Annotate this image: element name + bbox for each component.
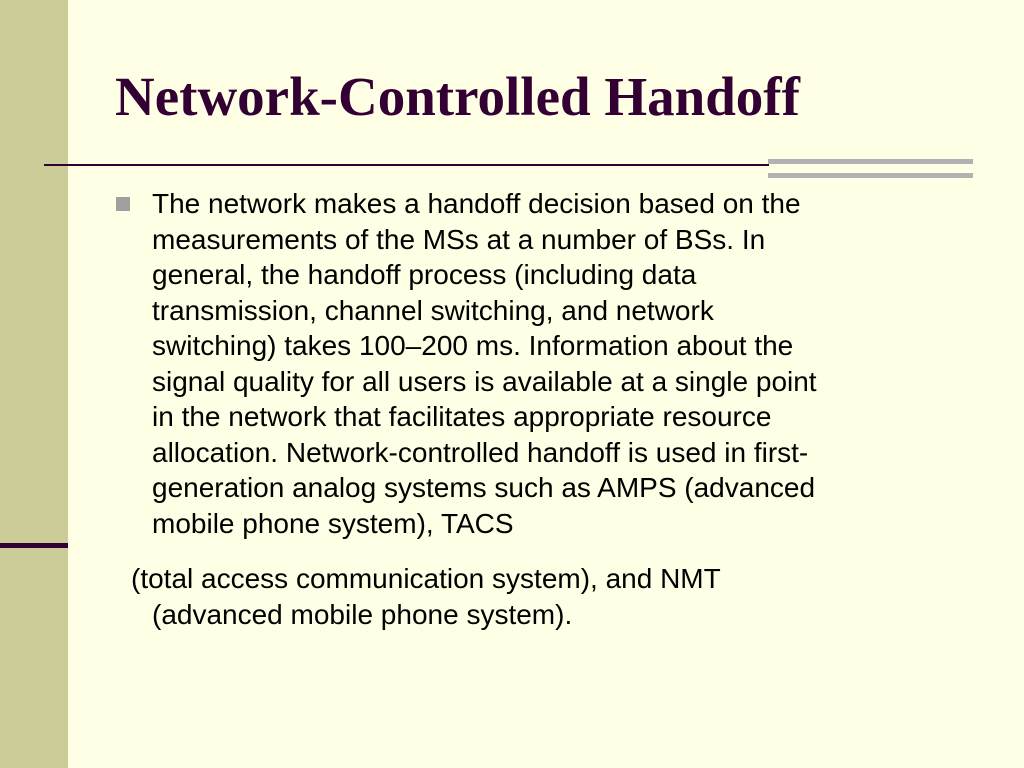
accent-bar-bottom [768, 173, 973, 178]
left-decorative-bar [0, 0, 68, 768]
accent-bar-top [768, 159, 973, 164]
left-bar-accent-line [0, 543, 68, 548]
title-divider-line [44, 164, 769, 166]
continuation-paragraph: (total access communication system), and NMT (advanced mobile phone system). [131, 563, 721, 630]
slide-title: Network-Controlled Handoff [115, 66, 800, 127]
bullet-paragraph: The network makes a handoff decision based on the measurements of the MSs at a number of BSs. In general, the handoff process (including data transmission, channel switching, and network switching) takes 100–200 ms. Information about the signal quality for all users is available at a single point in the network that facilitates appropriate resource allocation. Network-controlled handoff is used in first- generation analog systems such as AMPS (advanced mobile phone system), TACS [152, 188, 817, 539]
square-bullet-icon [116, 197, 130, 211]
